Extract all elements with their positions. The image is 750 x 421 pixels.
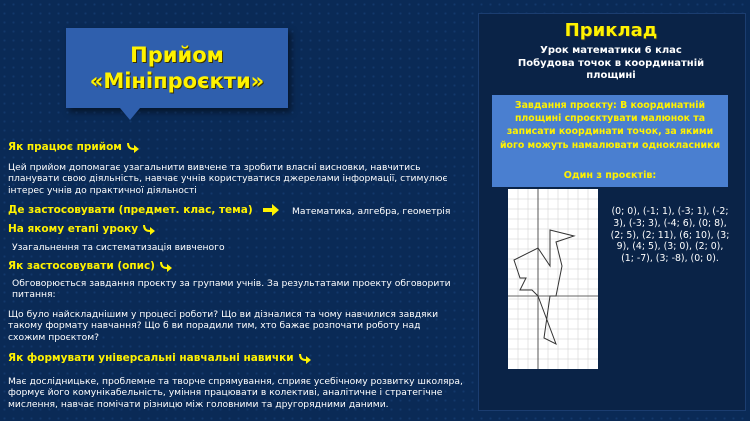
heading-which-stage-label: На якому етапі уроку (8, 223, 139, 235)
title-line-1: Прийом (130, 43, 224, 67)
one-of-projects-label: Один з проєктів: (563, 170, 657, 181)
heading-how-to-apply (8, 260, 173, 272)
curved-arrow-icon (142, 223, 156, 235)
heading-how-to-apply-label: Як застосовувати (опис) (8, 260, 155, 272)
heading-skills-label: Як формувати універсальні навчальні навички (8, 352, 294, 364)
title-connector (120, 108, 140, 120)
heading-where-to-apply-label: Де застосовувати (предмет. клас, тема) (8, 204, 253, 216)
text-how-it-works: Цей прийом допомагає узагальнити вивчене та зробити власні висновки, навчитись планувати свою діяльність, навчає учнів користуватися джерелами інформації, стимулює інтерес учнів до практичної діяльності (8, 162, 448, 196)
curved-arrow-icon (126, 141, 140, 153)
heading-which-stage (8, 223, 156, 235)
example-subtitle-1: Урок математики 6 клас (540, 45, 682, 56)
text-how-to-apply-1: Обговорюється завдання проєкту за групами учнів. За результатами проекту обговорити питання: (12, 278, 451, 301)
heading-where-to-apply (8, 204, 279, 216)
curved-arrow-icon (298, 352, 312, 364)
text-which-stage: Узагальнення та систематизація вивченого (12, 242, 225, 253)
coordinates-list: (0; 0), (-1; 1), (-3; 1), (-2; 3), (-3; 3), (-4; 6), (0; 8), (2; 5), (2; 11), (6; 10), (3; 9), (4; 5), (3; 0), (2; 0), (1; -7), (3; -8), (0; 0). (610, 206, 730, 265)
text-skills: Має дослідницьке, проблемне та творче спрямування, сприяє усебічному розвитку школяра, формує його комунікабельність, уміння працювати в колективі, аналітичне і стратегічне мислення, навчає помічати різницю між головними та другорядними даними. (8, 376, 463, 410)
heading-how-it-works-label: Як працює прийом (8, 141, 122, 153)
figure-outline (514, 230, 574, 344)
heading-how-it-works (8, 141, 140, 153)
title-line-2: «Мініпроєкти» (89, 69, 265, 93)
example-title: Приклад (564, 20, 658, 41)
title-box (66, 28, 288, 108)
task-text: Завдання проєкту: В координатній площині спроєктувати малюнок та записати координати точок, за якими його можуть намалювати однокласники (499, 100, 721, 151)
text-where-to-apply: Математика, алгебра, геометрія (292, 206, 451, 217)
coordinate-graph (508, 189, 598, 369)
curved-arrow-icon (159, 260, 173, 272)
example-subtitle (484, 45, 738, 83)
heading-skills (8, 352, 312, 364)
example-subtitle-3: площині (586, 70, 636, 81)
example-subtitle-2: Побудова точок в координатній (517, 57, 705, 69)
text-how-to-apply-2: Що було найскладнішим у процесі роботи? Що ви дізналися та чому навчилися завдяки такому формату навчання? Що б ви порадили тим, хто бажає розпочати роботу над схожим проєктом? (8, 309, 439, 343)
right-arrow-icon (263, 204, 279, 216)
